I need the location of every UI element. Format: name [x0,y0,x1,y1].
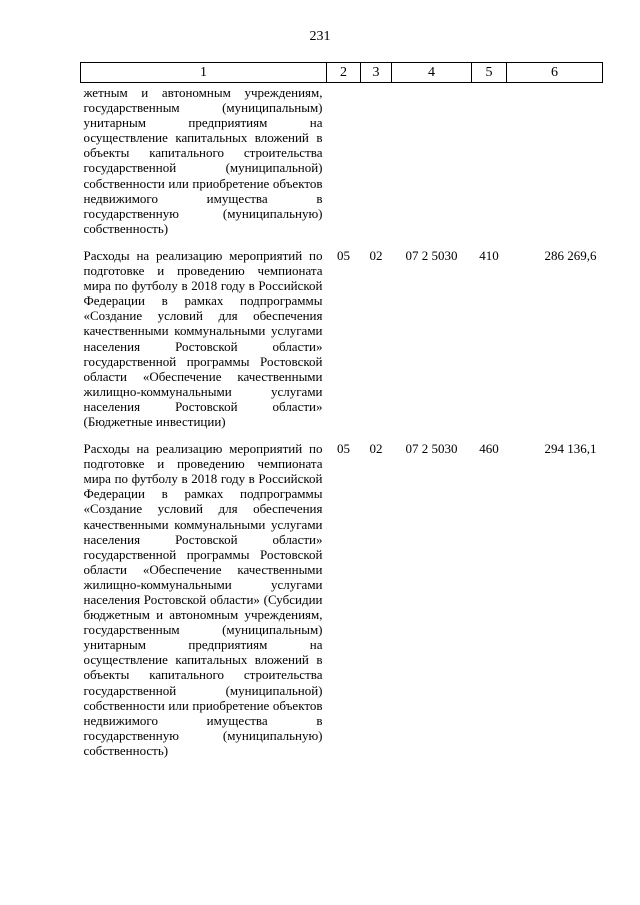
target-article-code: 07 2 5030 [405,247,458,263]
target-article-code [392,83,472,248]
section-code: 05 [337,441,350,457]
row-description: жетным и автономным учреждениям, государственным (муниципальным) унитарным предприятиям на осуществление капитальных вложений в объекты капитального строительства государственной (муниципальной) собственности или приобретение объектов недвижимого имущества в государственную (муниципальную) собственность) [83,85,323,236]
expense-type-code: 410 [479,247,499,263]
amount-value [507,83,603,248]
subsection-code: 02 [369,247,383,263]
amount-value: 286 269,6 [544,247,597,263]
section-code: 05 [337,247,350,263]
page-number: 231 [309,29,331,44]
column-header: 1 [81,63,327,83]
table-header-row [81,63,603,83]
row-description: Расходы на реализацию мероприятий по подготовке и проведению чемпионата мира по футболу в 2018 году в Российской Федерации в рамках подпрограммы «Создание условий для обеспечения качественными коммунальными услугами населения Ростовской области» государственной программы Ростовской области «Обеспечение качественными жилищно-коммунальными услугами населения Ростовской области» (Субсидии бюджетным и автономным учреждениям, государственным (муниципальным) унитарным предприятиям на осуществление капитальных вложений в объекты капитального строительства государственной (муниципальной) собственности или приобретение объектов недвижимого имущества в государственную (муниципальную) собственность) [83,441,323,758]
section-code [327,83,361,248]
expense-type-code [472,83,507,248]
column-header: 4 [392,63,472,83]
column-header: 3 [361,63,392,83]
subsection-code [361,83,392,248]
table-row [81,441,603,758]
budget-table [80,62,603,758]
expense-type-code: 460 [479,441,499,457]
column-header: 2 [327,63,361,83]
subsection-code: 02 [369,441,383,457]
column-header: 5 [472,63,507,83]
amount-value: 294 136,1 [544,441,597,457]
table-row [81,248,603,441]
target-article-code: 07 2 5030 [405,441,458,457]
table-row [81,83,603,248]
column-header: 6 [507,63,603,83]
row-description: Расходы на реализацию мероприятий по подготовке и проведению чемпионата мира по футболу в 2018 году в Российской Федерации в рамках подпрограммы «Создание условий для обеспечения качественными коммунальными услугами населения Ростовской области» государственной программы Ростовской области «Обеспечение качественными жилищно-коммунальными услугами населения Ростовской области» (Бюджетные инвестиции) [83,247,323,429]
